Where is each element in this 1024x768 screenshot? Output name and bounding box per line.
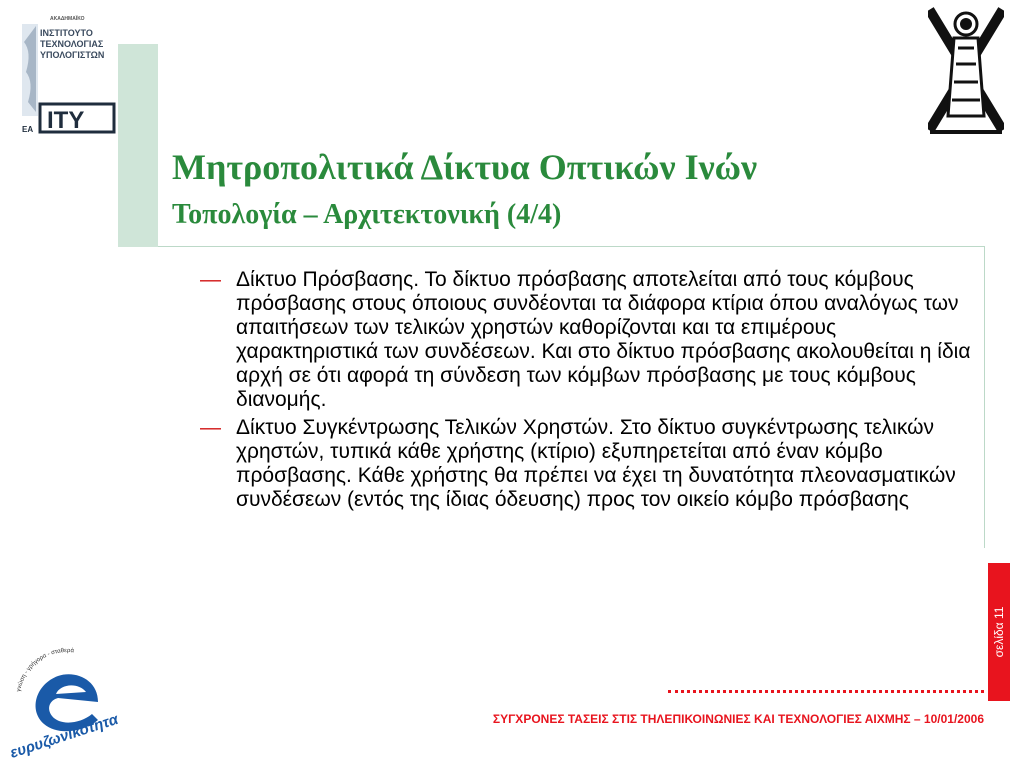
broadband-arc-text: γνώση - γρήγορα - σταθερά [16, 647, 75, 693]
saint-andrew-emblem [928, 4, 1004, 136]
ity-ea: ΕΑ [22, 125, 34, 134]
slide-content [200, 268, 980, 516]
bullet-text: Δίκτυο Πρόσβασης. Το δίκτυο πρόσβασης αποτελείται από τους κόμβους πρόσβασης στους όποιους συνδέονται τα διάφορα κτίρια όπου αναλόγως των απαιτήσεων των τελικών χρηστών καθορίζονται και τα επιμέρους χαρακτηριστικά των συνδέσεων. Και στο δίκτυο πρόσβασης ακολουθείται η ίδια αρχή σε ότι αφορά τη σύνδεση των κόμβων πρόσβασης με τους κόμβους διανομής. [236, 268, 971, 411]
bullet-access-network [200, 268, 980, 412]
title-accent-bar [118, 44, 158, 247]
footer-text: ΣΥΓΧΡΟΝΕΣ ΤΑΣΕΙΣ ΣΤΙΣ ΤΗΛΕΠΙΚΟΙΝΩΝΙΕΣ ΚΑΙ ΤΕΧΝΟΛΟΓΙΕΣ ΑΙΧΜΗΣ – 10/01/2006 [492, 712, 984, 726]
page-number-tab [988, 563, 1010, 701]
broadband-logo [6, 640, 126, 760]
bullet-dash: — [200, 268, 221, 291]
ity-line2: ΤΕΧΝΟΛΟΓΙΑΣ [40, 39, 104, 49]
ity-top-text: ΑΚΑΔΗΜΑΪΚΟ [50, 16, 85, 22]
ity-line3: ΥΠΟΛΟΓΙΣΤΩΝ [40, 50, 105, 60]
bullet-text: Δίκτυο Συγκέντρωσης Τελικών Χρηστών. Στο δίκτυο συγκέντρωσης τελικών χρηστών, τυπικά κάθε χρήστης (κτίριο) εξυπηρετείται από έναν κόμβο πρόσβασης. Κάθε χρήστης θα πρέπει να έχει τη δυνατότητα πλεονασματικών συνδέσεων (εντός της ίδιας όδευσης) προς τον οικείο κόμβο πρόσβασης [236, 416, 956, 511]
footer-dotted-line [668, 690, 984, 693]
ity-logo [20, 12, 116, 134]
bullet-dash: — [200, 416, 221, 439]
ity-line1: ΙΝΣΤΙΤΟΥΤΟ [40, 28, 93, 38]
bullet-user-aggregation-network [200, 416, 980, 512]
slide-title: Μητροπολιτικά Δίκτυα Οπτικών Ινών [172, 147, 758, 187]
page-number-label: σελίδα 11 [992, 606, 1006, 658]
title-underline [158, 246, 984, 247]
content-right-border [984, 246, 985, 548]
ity-text: ΙΤΥ [47, 107, 85, 134]
slide-subtitle: Τοπολογία – Αρχιτεκτονική (4/4) [172, 199, 562, 230]
broadband-word: ευρυζωνικότητα [7, 710, 121, 760]
